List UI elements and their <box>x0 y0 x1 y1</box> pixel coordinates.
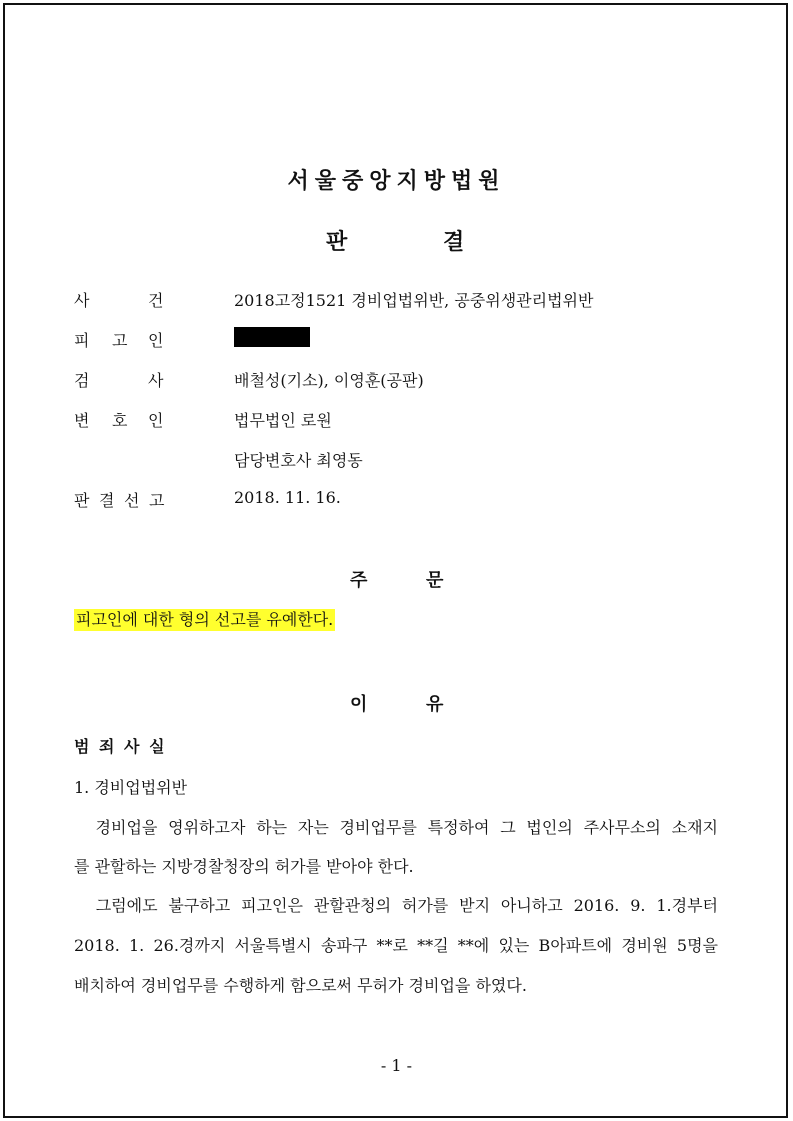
sentence-date-label-char: 고 <box>149 491 165 510</box>
prosecutor-label-char: 검 <box>74 371 90 390</box>
counsel-label-char: 인 <box>148 411 164 430</box>
page-number: - 1 - <box>380 1056 413 1075</box>
paragraph-line: 그럼에도 불구하고 피고인은 관할관청의 허가를 받지 아니하고 2016. 9. 1.경부터 <box>74 896 718 915</box>
paragraph-line: 를 관할하는 지방경찰청장의 허가를 받아야 한다. <box>74 857 414 876</box>
case-label-char: 사 <box>74 291 90 310</box>
reasons-heading-char-2: 유 <box>426 694 444 715</box>
paragraph-line: 경비업을 영위하고자 하는 자는 경비업무를 특정하여 그 법인의 주사무소의 소재지 <box>74 818 718 837</box>
counsel-value: 법무법인 로원 <box>234 411 332 430</box>
order-heading-char-1: 주 <box>350 570 368 591</box>
defendant-label-char: 고 <box>112 331 128 350</box>
case-value: 2018고정1521 경비업법위반, 공중위생관리법위반 <box>234 291 594 310</box>
prosecutor-label-char: 사 <box>148 371 164 390</box>
case-label-char: 건 <box>148 291 164 310</box>
prosecutor-value: 배철성(기소), 이영훈(공판) <box>234 371 424 390</box>
paragraph-line: 배치하여 경비업무를 수행하게 함으로써 무허가 경비업을 하였다. <box>74 976 527 995</box>
counsel-label-char: 변 <box>74 411 90 430</box>
judgment-title-char-1: 판 <box>326 230 348 255</box>
sentence-date-label-char: 판 <box>74 491 90 510</box>
item-title: 1. 경비업법위반 <box>74 778 188 797</box>
crime-facts-heading: 범 죄 사 실 <box>74 737 167 756</box>
sentence-date-label-char: 선 <box>124 491 140 510</box>
judgment-title-char-2: 결 <box>443 230 465 255</box>
reasons-heading-char-1: 이 <box>350 694 368 715</box>
sentence-date-value: 2018. 11. 16. <box>234 488 341 507</box>
counsel-attorney: 담당변호사 최영동 <box>234 451 363 470</box>
sentence-date-label-char: 결 <box>99 491 115 510</box>
paragraph-line: 2018. 1. 26.경까지 서울특별시 송파구 **로 **길 **에 있는 B아파트에 경비원 5명을 <box>74 936 718 955</box>
court-name: 서울중앙지방법원 <box>287 169 506 194</box>
counsel-label-char: 호 <box>112 411 128 430</box>
defendant-label-char: 인 <box>148 331 164 350</box>
redacted-defendant-name <box>234 327 310 347</box>
order-heading-char-2: 문 <box>426 570 444 591</box>
defendant-label-char: 피 <box>74 331 90 350</box>
order-text: 피고인에 대한 형의 선고를 유예한다. <box>76 610 334 629</box>
